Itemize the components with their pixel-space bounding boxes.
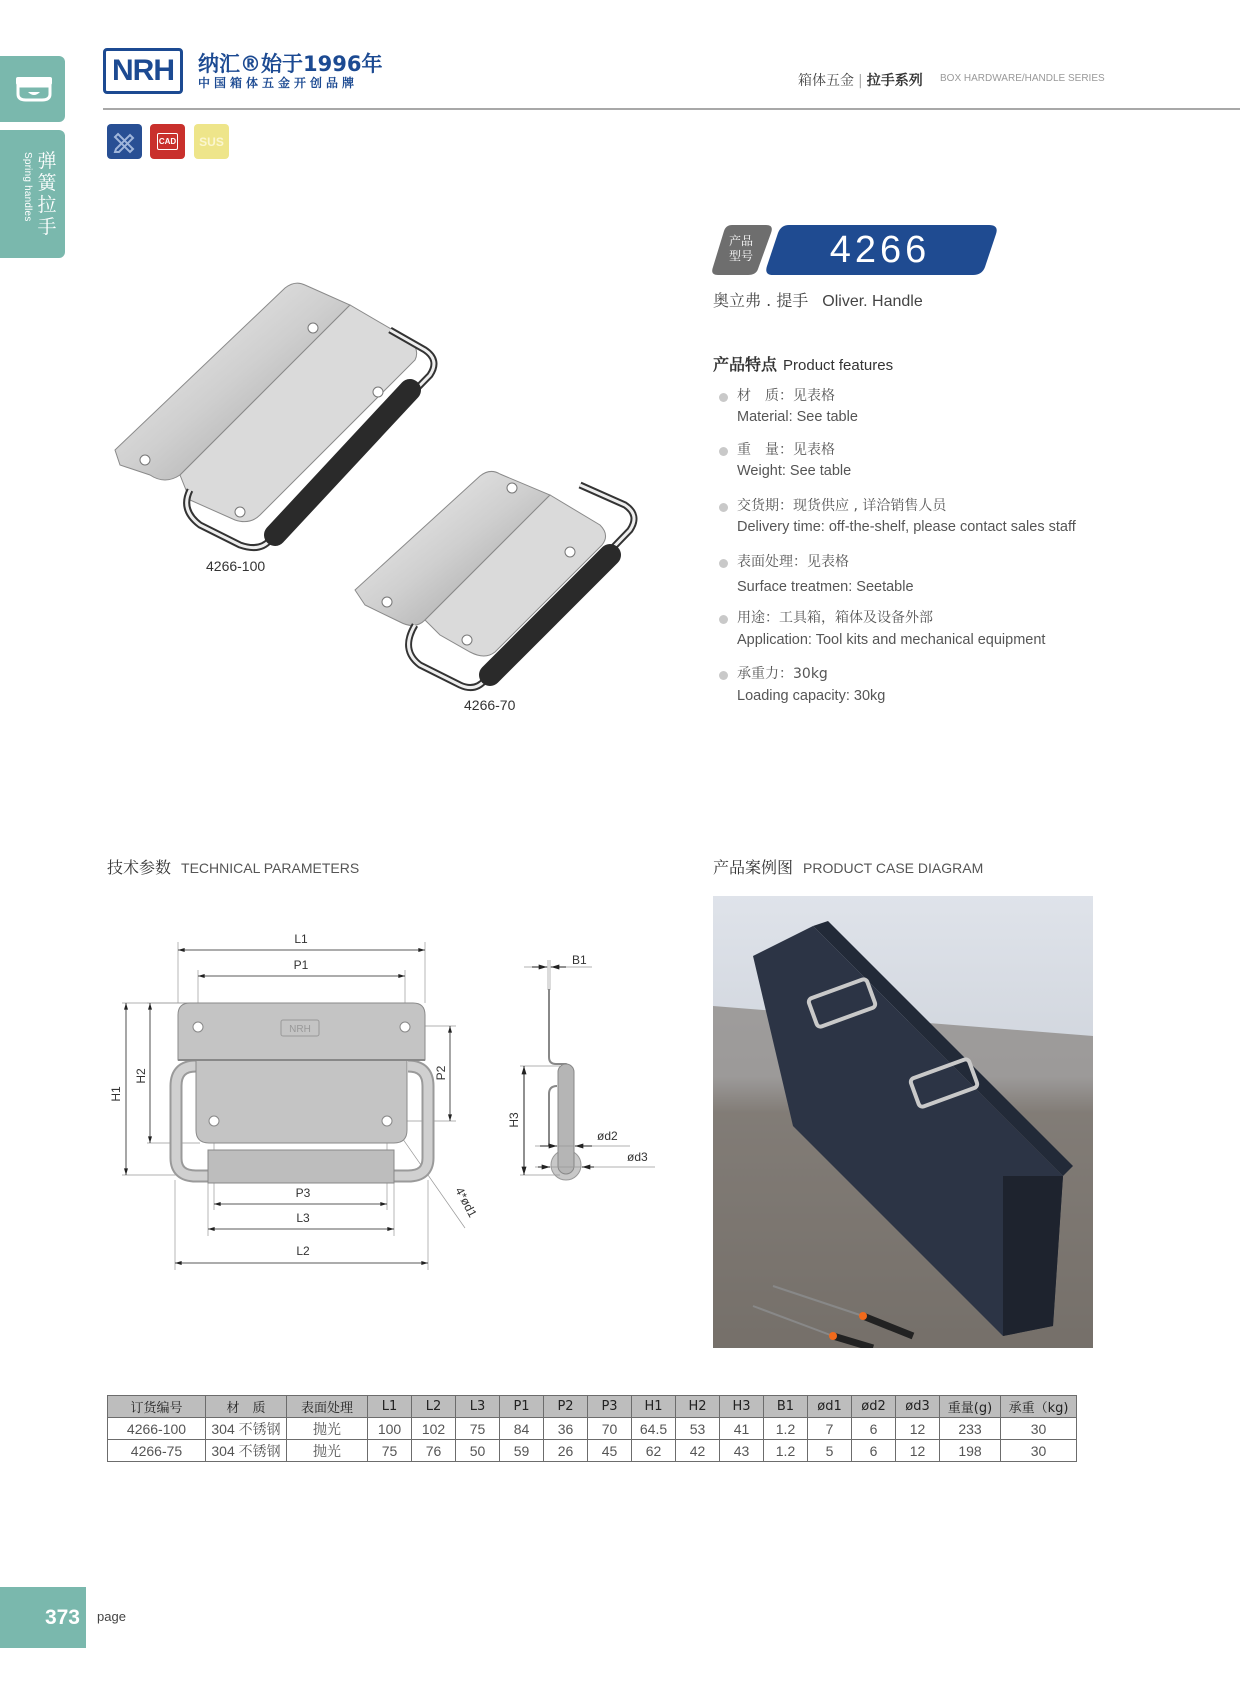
svg-text:P1: P1: [293, 958, 309, 972]
feature-item: 表面处理：见表格 Surface treatmen: Seetable: [719, 551, 1119, 603]
series-part1: 箱体五金: [798, 73, 854, 89]
sidebar-home-tab[interactable]: [0, 56, 65, 122]
svg-text:L1: L1: [294, 932, 308, 946]
svg-text:ød3: ød3: [627, 1150, 648, 1164]
brand-logo: NRH: [103, 48, 183, 94]
svg-text:L3: L3: [296, 1211, 310, 1225]
product-photos: [110, 280, 670, 700]
svg-text:P3: P3: [295, 1186, 311, 1200]
bullet-icon: [719, 503, 728, 512]
feature-item: 承重力：30kg Loading capacity: 30kg: [719, 663, 1119, 711]
handle-photo-100: [115, 283, 434, 548]
toolbox-case-image: [713, 896, 1093, 1348]
case-photo: [713, 896, 1093, 1348]
page-number: 373: [0, 1587, 86, 1648]
model-label-text: 产品 型号: [728, 234, 753, 263]
header-divider: [103, 108, 1240, 110]
brand-name: 纳汇®始于1996年: [198, 52, 383, 76]
sus-icon[interactable]: SUS: [194, 124, 229, 159]
spec-table: [107, 1395, 1077, 1462]
photo-label-100: 4266-100: [206, 558, 266, 574]
svg-text:L2: L2: [296, 1244, 310, 1258]
cad-icon[interactable]: CAD: [150, 124, 185, 159]
sidebar-category-tab[interactable]: [0, 130, 65, 258]
bullet-icon: [719, 393, 728, 402]
product-name-en: Oliver. Handle: [822, 293, 923, 310]
series-title: [798, 70, 923, 90]
series-title-en: BOX HARDWARE/HANDLE SERIES: [940, 73, 1105, 84]
case-heading: 产品案例图 PRODUCT CASE DIAGRAM: [713, 858, 984, 877]
features-heading: 产品特点 Product features: [713, 355, 894, 374]
pencil-ruler-icon: [112, 129, 138, 155]
category-label-cn: 弹簧拉手: [37, 150, 57, 238]
table-header-row: 订货编号 材 质 表面处理 L1 L2 L3 P1 P2 P3 H1 H2 H3 B1 ød1 ød2 ød3 重量(g) 承重（kg): [108, 1396, 1077, 1418]
svg-text:NRH: NRH: [289, 1024, 311, 1035]
bullet-icon: [719, 447, 728, 456]
svg-text:H3: H3: [507, 1112, 521, 1128]
page-label: page: [97, 1609, 126, 1624]
svg-text:H1: H1: [109, 1086, 123, 1102]
photo-label-70: 4266-70: [464, 697, 516, 713]
box-handle-icon: [14, 74, 54, 104]
product-name: [713, 288, 923, 311]
svg-text:B1: B1: [572, 953, 587, 967]
series-part2: 拉手系列: [866, 73, 923, 89]
bullet-icon: [719, 615, 728, 624]
model-number: 4266: [829, 229, 931, 271]
svg-text:4*ød1: 4*ød1: [452, 1184, 480, 1220]
table-row: 4266-100 304 不锈钢 抛光 100 102 75 84 36 70 64.5 53 41 1.2 7 6 12 233 30: [108, 1418, 1077, 1440]
bullet-icon: [719, 671, 728, 680]
handle-photo-70: [355, 471, 634, 687]
svg-text:H2: H2: [134, 1068, 148, 1084]
feature-item: 重 量：见表格 Weight: See table: [719, 439, 1119, 487]
bullet-icon: [719, 559, 728, 568]
feature-item: 用途：工具箱，箱体及设备外部 Application: Tool kits and mechanical equipment: [719, 607, 1119, 655]
side-view: [507, 953, 655, 1180]
table-row: 4266-75 304 不锈钢 抛光 75 76 50 59 26 45 62 42 43 1.2 5 6 12 198 30: [108, 1440, 1077, 1462]
product-name-cn: 奥立弗 . 提手: [713, 291, 809, 310]
technical-drawing: [100, 920, 660, 1270]
technical-heading: 技术参数 TECHNICAL PARAMETERS: [107, 858, 360, 877]
feature-item: 材 质：见表格 Material: See table: [719, 385, 1119, 433]
feature-item: 交货期：现货供应 , 详洽销售人员 Delivery time: off-the-shelf, please contact sales staff: [719, 495, 1119, 543]
svg-text:P2: P2: [434, 1065, 448, 1081]
brand-slogan: 中国箱体五金开创品牌: [198, 76, 359, 90]
tools-icon[interactable]: [107, 124, 142, 159]
category-label-en: Spring handles: [22, 152, 33, 222]
series-separator: |: [858, 73, 863, 89]
svg-text:ød2: ød2: [597, 1129, 618, 1143]
